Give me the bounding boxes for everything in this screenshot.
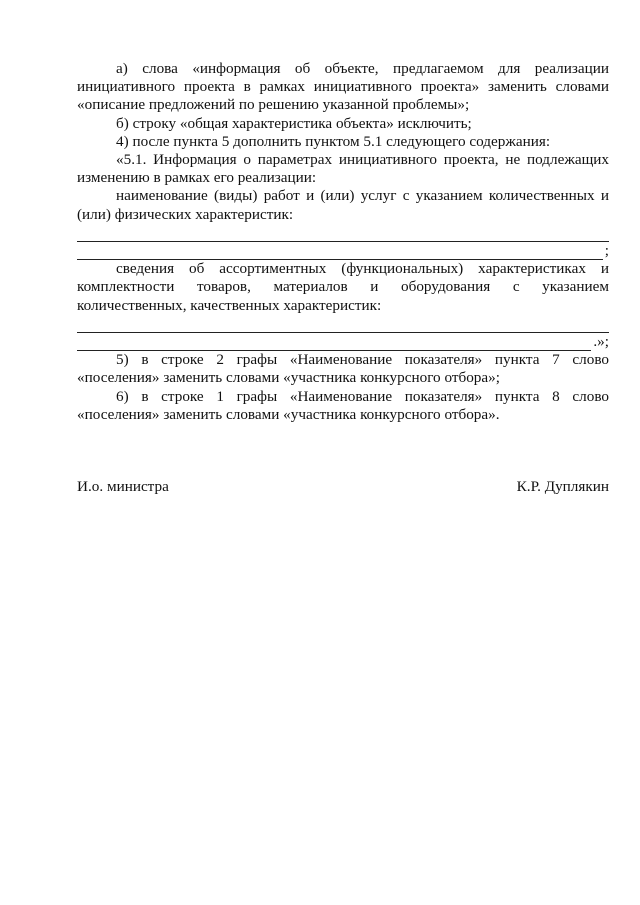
paragraph-works: наименование (виды) работ и (или) услуг с указанием количественных и (или) физических характеристик:	[77, 187, 609, 223]
blank-line	[77, 315, 609, 333]
blank-rule	[77, 319, 609, 333]
blank-line	[77, 333, 609, 351]
blank-rule	[77, 246, 603, 260]
signature-block	[77, 478, 609, 496]
document-page	[77, 60, 609, 496]
blank-line-ending: ;	[604, 242, 609, 259]
paragraph-4: 4) после пункта 5 дополнить пунктом 5.1 следующего содержания:	[116, 132, 551, 150]
blank-line-ending: .»;	[593, 332, 609, 350]
paragraph-5: 5) в строке 2 графы «Наименование показателя» пункта 7 слово «поселения» заменить словами «участника конкурсного отбора»;	[77, 351, 609, 387]
signer-name: К.Р. Дуплякин	[516, 478, 609, 495]
blank-rule	[77, 337, 591, 351]
paragraph-5-1: «5.1. Информация о параметрах инициативного проекта, не подлежащих изменению в рамках его реализации:	[77, 151, 609, 187]
paragraph-a: а) слова «информация об объекте, предлагаемом для реализации инициативного проекта в рамках инициативного проекта» заменить словами «описание предложений по решению указанной проблемы»;	[77, 60, 609, 114]
paragraph-goods: сведения об ассортиментных (функциональных) характеристиках и комплектности товаров, материалов и оборудования с указанием количественных, качественных характеристик:	[77, 260, 609, 314]
blank-line	[77, 242, 609, 260]
signer-position: И.о. министра	[77, 478, 169, 495]
blank-rule	[77, 228, 609, 242]
paragraph-b: б) строку «общая характеристика объекта» исключить;	[116, 114, 472, 132]
blank-line	[77, 224, 609, 242]
paragraph-6: 6) в строке 1 графы «Наименование показателя» пункта 8 слово «поселения» заменить словами «участника конкурсного отбора».	[77, 387, 609, 423]
